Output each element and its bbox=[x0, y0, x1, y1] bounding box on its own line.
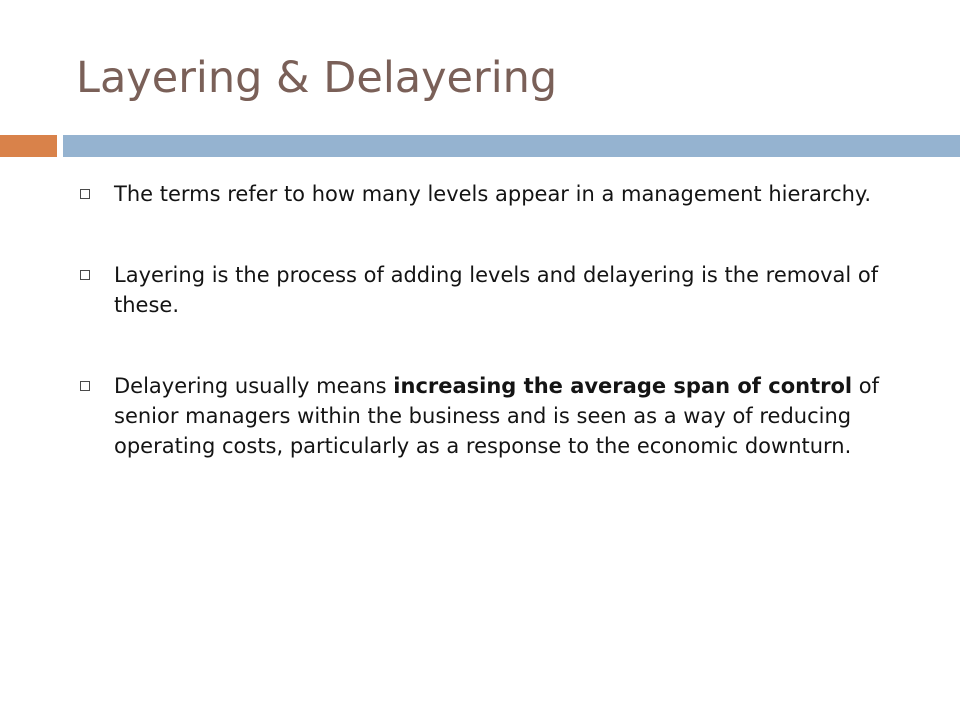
bullet-list bbox=[76, 179, 896, 512]
bullet-text: Layering is the process of adding levels and delayering is the removal of these. bbox=[114, 263, 879, 317]
square-bullet-icon bbox=[80, 381, 90, 391]
bullet-item bbox=[76, 371, 896, 461]
slide-title: Layering & Delayering bbox=[76, 53, 558, 103]
square-bullet-icon bbox=[80, 189, 90, 199]
bullet-bold-phrase: increasing the average span of control bbox=[393, 374, 853, 398]
bullet-text-before: Delayering usually means bbox=[114, 374, 394, 398]
square-bullet-icon bbox=[80, 270, 90, 280]
bullet-text-after: of senior managers within the business and is seen as a way of reducing operating costs, particularly as a response to the economic downturn. bbox=[114, 374, 880, 458]
title-accent-bar-blue bbox=[63, 135, 960, 157]
title-accent-bar-orange bbox=[0, 135, 57, 157]
bullet-item bbox=[76, 179, 896, 209]
bullet-text: The terms refer to how many levels appear in a management hierarchy. bbox=[114, 182, 872, 206]
bullet-item bbox=[76, 260, 896, 320]
